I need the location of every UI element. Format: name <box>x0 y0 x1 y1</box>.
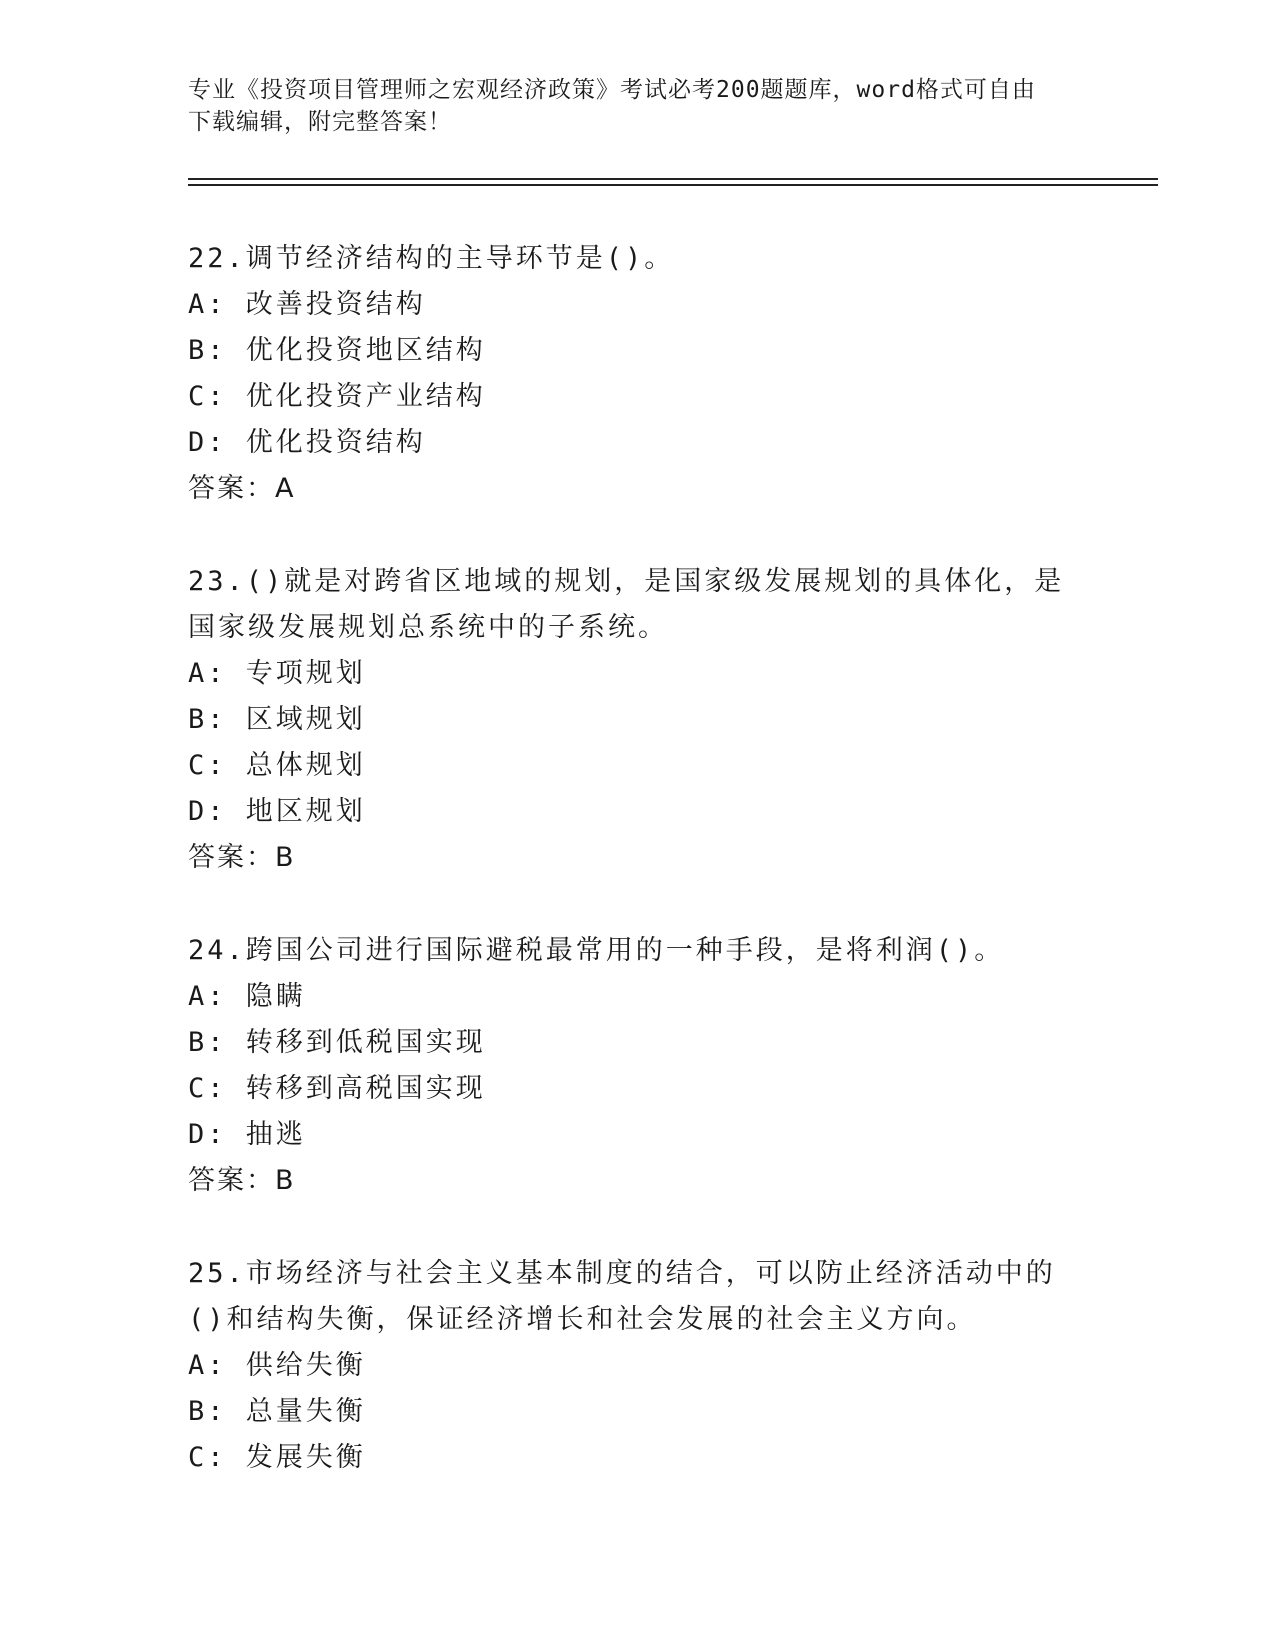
option-a: A: 改善投资结构 <box>188 289 426 320</box>
option-d: D: 优化投资结构 <box>188 427 426 458</box>
question-text: 24.跨国公司进行国际避税最常用的一种手段，是将利润()。 <box>188 935 1005 966</box>
question-22 <box>188 236 1088 512</box>
option-b: B: 优化投资地区结构 <box>188 335 486 366</box>
option-d: D: 抽逃 <box>188 1119 306 1150</box>
option-b: B: 区域规划 <box>188 704 366 735</box>
header-divider-bottom <box>188 184 1158 186</box>
header-divider-top <box>188 178 1158 180</box>
option-c: C: 优化投资产业结构 <box>188 381 486 412</box>
option-b: B: 总量失衡 <box>188 1396 366 1427</box>
answer-line: 答案：A <box>188 473 296 504</box>
header-line-1: 专业《投资项目管理师之宏观经济政策》考试必考200题题库，word格式可自由 <box>188 77 1036 103</box>
document-header <box>188 74 1078 138</box>
option-c: C: 发展失衡 <box>188 1442 366 1473</box>
question-text: 25.市场经济与社会主义基本制度的结合，可以防止经济活动中的()和结构失衡，保证经济增长和社会发展的社会主义方向。 <box>188 1258 1056 1335</box>
option-a: A: 专项规划 <box>188 658 366 689</box>
question-list <box>188 236 1088 1528</box>
answer-line: 答案：B <box>188 842 296 873</box>
question-text: 22.调节经济结构的主导环节是()。 <box>188 243 675 274</box>
option-b: B: 转移到低税国实现 <box>188 1027 486 1058</box>
question-23 <box>188 559 1088 881</box>
option-c: C: 转移到高税国实现 <box>188 1073 486 1104</box>
answer-line: 答案：B <box>188 1165 296 1196</box>
option-a: A: 供给失衡 <box>188 1350 366 1381</box>
question-25 <box>188 1251 1088 1481</box>
question-24 <box>188 928 1088 1204</box>
option-a: A: 隐瞒 <box>188 981 306 1012</box>
header-line-2: 下载编辑，附完整答案！ <box>188 109 452 135</box>
option-d: D: 地区规划 <box>188 796 366 827</box>
question-text: 23.()就是对跨省区地域的规划，是国家级发展规划的具体化，是国家级发展规划总系统中的子系统。 <box>188 566 1065 643</box>
option-c: C: 总体规划 <box>188 750 366 781</box>
